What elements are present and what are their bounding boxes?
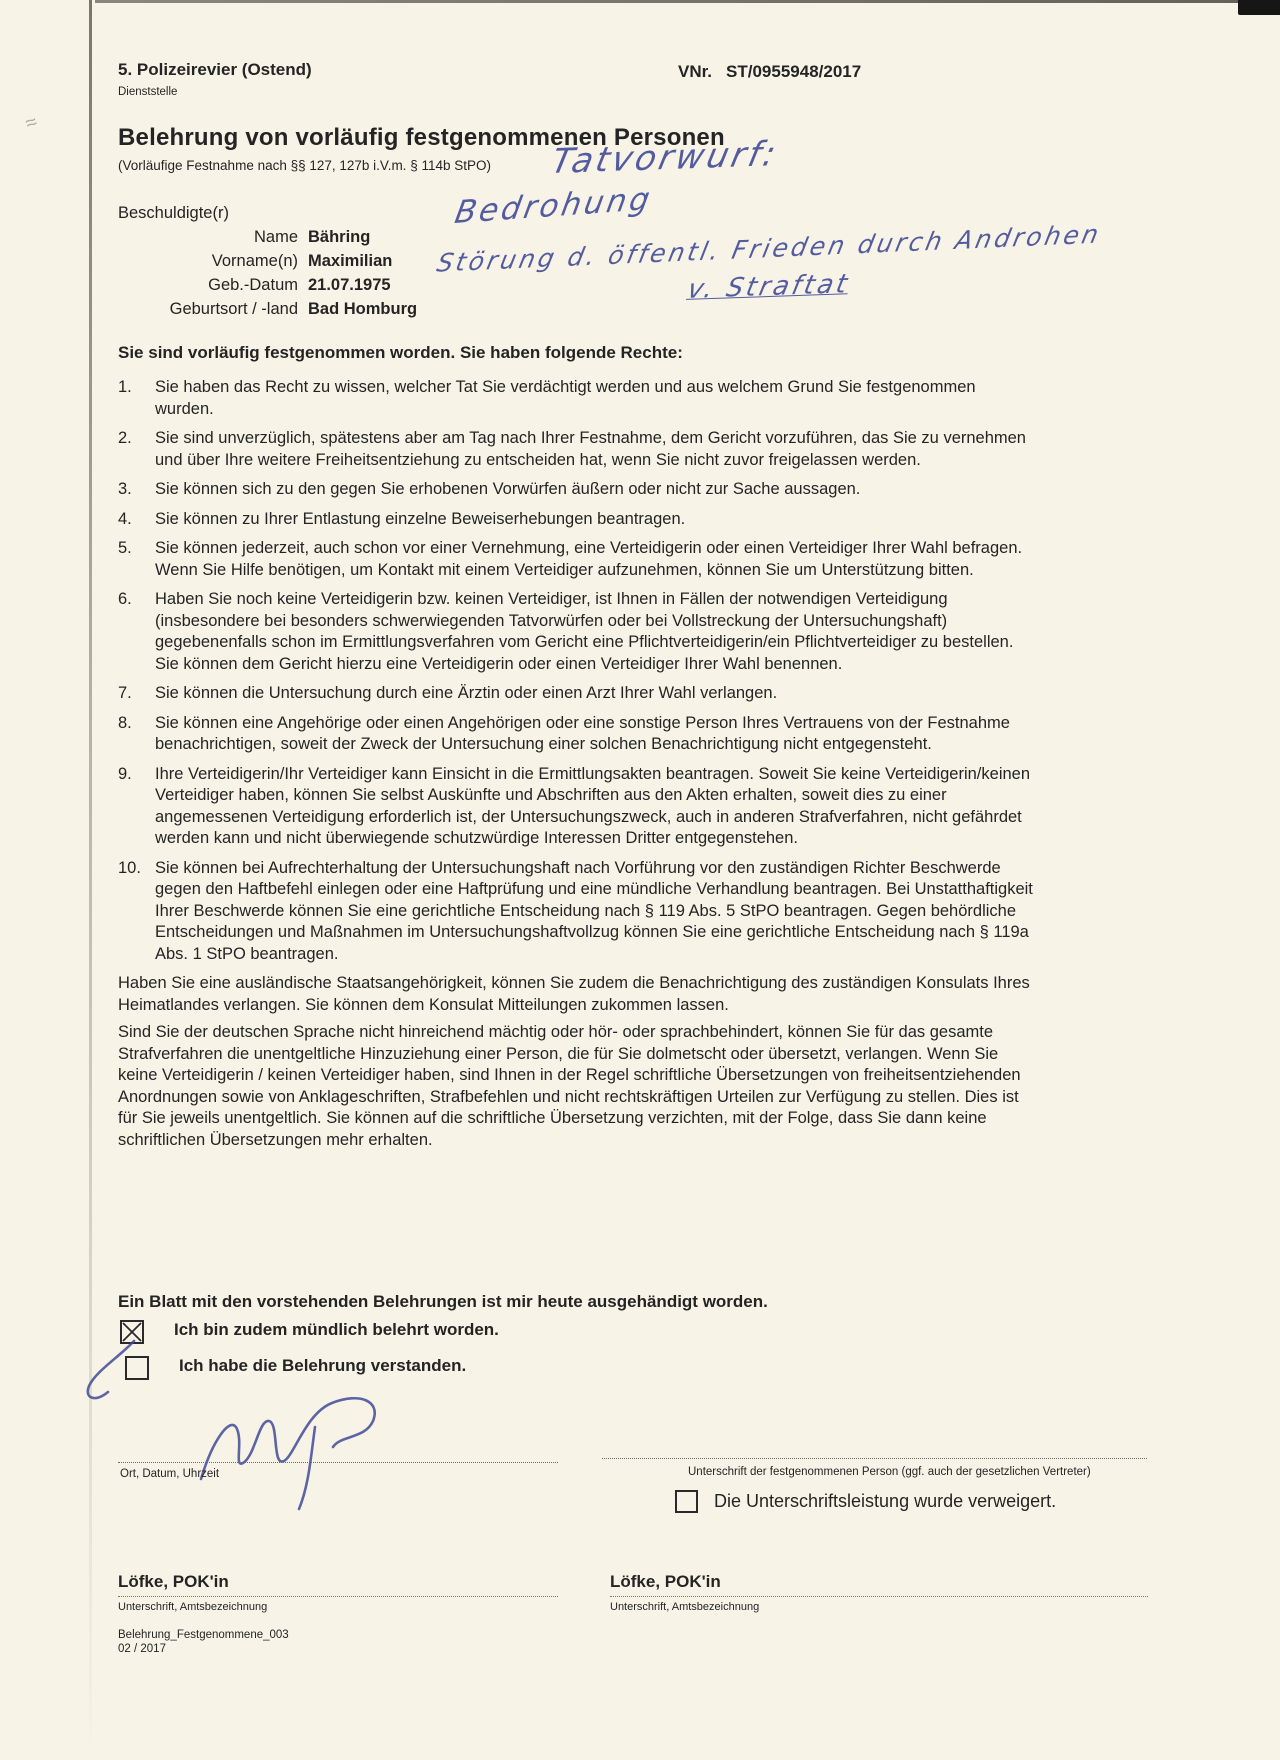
rights-item-8: [118, 713, 1036, 756]
oral-instruction-label: Ich bin zudem mündlich belehrt worden.: [174, 1320, 499, 1339]
form-version: 02 / 2017: [118, 1643, 166, 1655]
translation-paragraph: Sind Sie der deutschen Sprache nicht hinreichend mächtig oder hör- oder sprachbehindert, können Sie für das gesamte Strafverfahren die unentgeltliche Hinzuziehung einer Person, die für Sie dolmetscht oder übersetzt, verlangen. Wenn Sie keine Verteidigerin / keinen Verteidiger haben, sind Ihnen in der Regel schriftliche Übersetzungen von freiheitsentziehenden Anordnungen sowie von Anklageschriften, Strafbefehlen und nicht rechtskräftigen Urteilen zur Verfügung zu stellen. Dies ist für Sie jeweils unentgeltlich. Sie können auf die schriftliche Übersetzung verzichten, mit der Folge, dass Sie dann keine schriftlichen Übersetzungen mehr erhalten.: [118, 1023, 1021, 1149]
field-label: Vorname(n): [211, 252, 298, 270]
rights-list: [118, 377, 1036, 1157]
signature-scribble: [193, 1383, 398, 1513]
handout-statement: Ein Blatt mit den vorstehenden Belehrungen ist mir heute ausgehändigt worden.: [118, 1292, 768, 1311]
page-subtitle: (Vorläufige Festnahme nach §§ 127, 127b i.V.m. § 114b StPO): [118, 158, 491, 173]
form-id: Belehrung_Festgenommene_003: [118, 1629, 289, 1641]
rights-item-10: [118, 858, 1036, 966]
case-number-value: ST/0955948/2017: [726, 62, 862, 81]
pencil-squiggle-mark: ≈: [22, 110, 41, 136]
case-number: [678, 62, 861, 82]
handwritten-charge-line2: Störung d. öffentl. Frieden durch Androhen: [434, 219, 1104, 278]
item-text: Sie haben das Recht zu wissen, welcher Tat Sie verdächtigt werden und aus welchem Grund Sie festgenommen wurden.: [155, 378, 976, 418]
rights-intro: Sie sind vorläufig festgenommen worden. Sie haben folgende Rechte:: [118, 343, 683, 362]
issuing-office: 5. Polizeirevier (Ostend): [118, 60, 312, 79]
field-value: Maximilian: [308, 252, 393, 270]
scan-artifact-left-edge: [89, 0, 92, 1760]
accused-fields: [118, 228, 538, 324]
rights-item-6: [118, 589, 1036, 675]
item-text: Sie können jederzeit, auch schon vor einer Vernehmung, eine Verteidigerin oder einen Verteidiger Ihrer Wahl befragen. Wenn Sie Hilfe benötigen, um Kontakt mit einem Verteidiger aufzunehmen, können Sie um Unterstützung bitten.: [155, 539, 1023, 579]
item-number: 4.: [118, 509, 132, 528]
item-text: Haben Sie noch keine Verteidigerin bzw. keinen Verteidiger, ist Ihnen in Fällen der notwendigen Verteidigung (insbesondere bei besonders schwerwiegenden Tatvorwürfen oder bei Vollstreckung der Untersuchungshaft) gegebenenfalls schon im Ermittlungsverfahren vom Gericht eine Pflichtverteidigerin/ein Pflichtverteidiger zu bestellen. Sie können dem Gericht hierzu eine Verteidigerin oder einen Verteidiger Ihrer Wahl benennen.: [155, 590, 1014, 673]
signature-line-left: [118, 1462, 558, 1463]
field-label: Geburtsort / -land: [169, 300, 298, 318]
accused-field-birthdate: [118, 276, 538, 295]
accused-field-birthplace: [118, 300, 538, 319]
item-text: Sie können die Untersuchung durch eine Ärztin oder einen Arzt Ihrer Wahl verlangen.: [155, 684, 778, 702]
rights-item-5: [118, 538, 1036, 581]
form-footer: [118, 1628, 289, 1656]
case-number-label: VNr.: [678, 62, 713, 81]
item-number: 10.: [118, 858, 141, 877]
consulate-paragraph: Haben Sie eine ausländische Staatsangehörigkeit, können Sie zudem die Benachrichtigung des zuständigen Konsulats Ihres Heimatlandes verlangen. Sie können dem Konsulat Mitteilungen zukommen lassen.: [118, 974, 1030, 1014]
oral-instruction-row: [120, 1320, 499, 1344]
accused-section-label: Beschuldigte(r): [118, 204, 229, 222]
rights-item-3: [118, 479, 1036, 501]
rights-item-1: [118, 377, 1036, 420]
signature-refusal-checkbox: [675, 1490, 698, 1513]
rights-item-4: [118, 509, 1036, 531]
official-name: Löfke, POK'in: [610, 1572, 721, 1591]
rights-item-9: [118, 764, 1036, 850]
handwritten-charge-heading: Tatvorwurf:: [547, 133, 783, 183]
official-signature-right: [610, 1572, 1148, 1613]
accused-field-name: [118, 228, 538, 247]
field-value: 21.07.1975: [308, 276, 391, 294]
item-number: 2.: [118, 429, 132, 447]
signature-refusal-label: Die Unterschriftsleistung wurde verweigert.: [714, 1491, 1057, 1511]
field-label: Name: [253, 228, 298, 246]
item-number: 3.: [118, 480, 132, 498]
scan-artifact-top-edge: [95, 0, 1280, 3]
pen-stroke-mark: [80, 1338, 150, 1410]
item-text: Sie können zu Ihrer Entlastung einzelne Beweiserhebungen beantragen.: [155, 509, 686, 528]
scan-artifact-corner-blob: [1238, 0, 1280, 15]
handwritten-charge-line3: v. Straftat: [684, 269, 853, 305]
item-text: Sie können sich zu den gegen Sie erhobenen Vorwürfen äußern oder nicht zur Sache aussagen.: [155, 480, 861, 498]
issuing-office-label: Dienststelle: [118, 86, 178, 98]
understood-label: Ich habe die Belehrung verstanden.: [179, 1356, 467, 1375]
rights-item-2: [118, 428, 1036, 471]
item-text: Sie sind unverzüglich, spätestens aber am Tag nach Ihrer Festnahme, dem Gericht vorzuführen, das Sie zu vernehmen und über Ihre weitere Freiheitsentziehung zu entscheiden hat, wenn Sie nicht zuvor freigelassen werden.: [155, 429, 1026, 469]
official-name: Löfke, POK'in: [118, 1572, 229, 1591]
item-number: 9.: [118, 764, 132, 783]
signature-line-left-label: Ort, Datum, Uhrzeit: [120, 1468, 220, 1480]
item-number: 1.: [118, 378, 132, 396]
page-title: Belehrung von vorläufig festgenommenen Personen: [118, 124, 725, 151]
signature-refusal-row: [675, 1490, 1056, 1513]
signature-line-right-label: Unterschrift der festgenommenen Person (ggf. auch der gesetzlichen Vertreter): [688, 1466, 1091, 1478]
accused-field-firstname: [118, 252, 538, 271]
rights-item-7: [118, 683, 1036, 705]
official-signature-left: [118, 1572, 558, 1613]
item-number: 5.: [118, 539, 132, 557]
item-number: 8.: [118, 713, 132, 732]
item-text: Sie können bei Aufrechterhaltung der Untersuchungshaft nach Vorführung vor den zuständigen Richter Beschwerde gegen den Haftbefehl einlegen oder eine Haftprüfung und eine mündliche Verhandlung beantragen. Bei Unstatthaftigkeit Ihrer Beschwerde können Sie eine gerichtliche Entscheidung nach § 119 Abs. 5 StPO beantragen. Gegen behördliche Entscheidungen und Maßnahmen im Untersuchungshaftvollzug können Sie eine gerichtliche Entscheidung nach § 119a Abs. 1 StPO beantragen.: [155, 858, 1033, 963]
official-signature-label: Unterschrift, Amtsbezeichnung: [610, 1601, 760, 1613]
official-signature-line: [118, 1596, 558, 1597]
item-text: Ihre Verteidigerin/Ihr Verteidiger kann Einsicht in die Ermittlungsakten beantragen. Soweit Sie keine Verteidigerin/keinen Verteidiger haben, können Sie selbst Auskünfte und Abschriften aus den Akten erhalten, soweit dies zu einer angemessenen Verteidigung erforderlich ist, der Untersuchungszweck, auch in anderen Strafverfahren, nicht gefährdet werden kann und nicht überwiegende schutzwürdige Interessen Dritter entgegenstehen.: [155, 764, 1031, 847]
item-number: 6.: [118, 590, 132, 608]
field-value: Bähring: [308, 228, 371, 246]
signature-line-right: [602, 1458, 1147, 1459]
official-signature-line: [610, 1596, 1148, 1597]
handwritten-charge-line1: Bedrohung: [452, 180, 656, 232]
official-signature-label: Unterschrift, Amtsbezeichnung: [118, 1601, 268, 1613]
item-text: Sie können eine Angehörige oder einen Angehörigen oder eine sonstige Person Ihres Vertrauens von der Festnahme benachrichtigen, soweit der Zweck der Untersuchung einer solchen Benachrichtigung nicht entgegensteht.: [155, 713, 1010, 753]
field-label: Geb.-Datum: [208, 276, 298, 294]
understood-row: [125, 1356, 466, 1380]
field-value: Bad Homburg: [308, 300, 418, 318]
item-number: 7.: [118, 684, 132, 702]
